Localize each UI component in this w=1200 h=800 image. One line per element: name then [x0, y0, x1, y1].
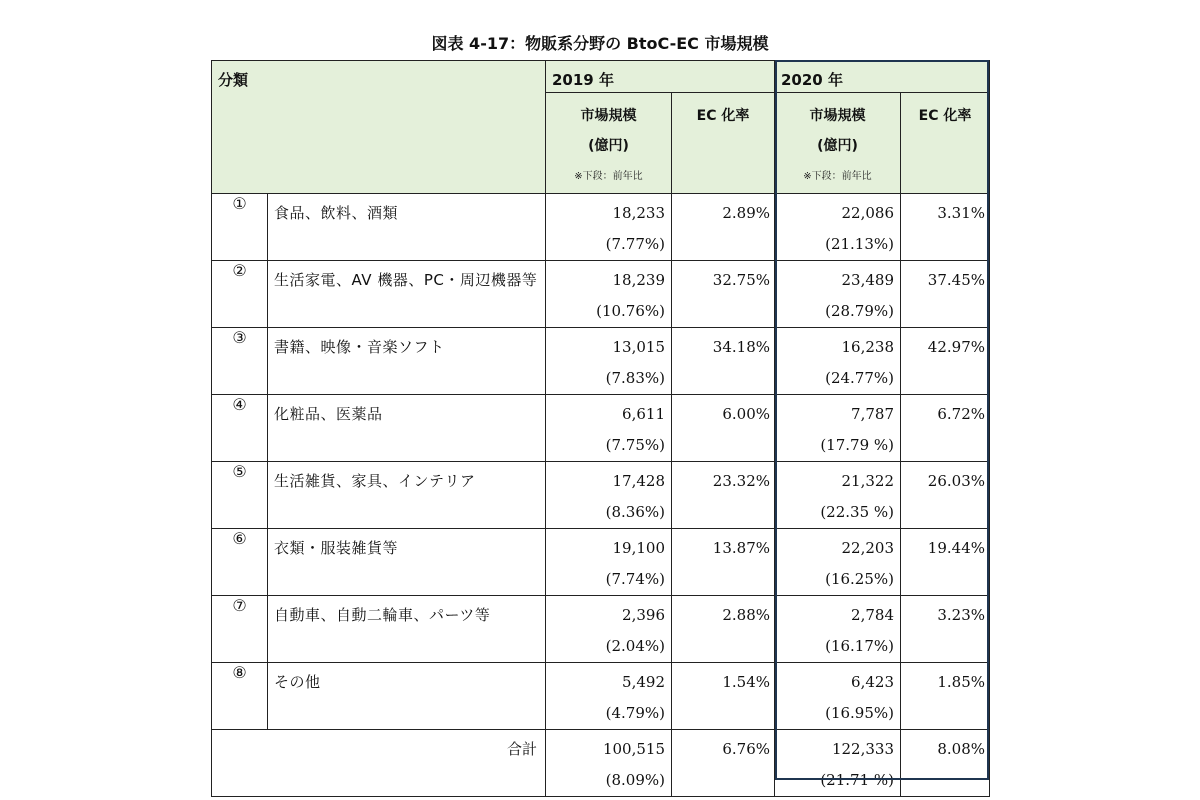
row-2020-ec-rate: [901, 663, 990, 730]
header-2019: [546, 61, 775, 93]
row-2019-rate: 6.00%: [722, 405, 770, 423]
row-2019-growth: (7.75%): [605, 436, 665, 454]
row-2019-growth: (8.36%): [605, 503, 665, 521]
row-category-cell: [268, 462, 546, 529]
total-label: 合計: [506, 740, 537, 758]
row-2019-value: 17,428: [612, 472, 665, 490]
market-size-table: [211, 60, 990, 797]
row-2020-value: 7,787: [851, 405, 894, 423]
row-2020-market: [775, 194, 901, 261]
header-market-label: 市場規模: [809, 108, 866, 124]
row-2019-rate: 13.87%: [712, 539, 770, 557]
row-2019-ec-rate: [672, 462, 775, 529]
row-2019-value: 2,396: [622, 606, 665, 624]
row-2019-ec-rate: [672, 395, 775, 462]
row-2019-value: 19,100: [612, 539, 665, 557]
total-2019-ec-rate: [672, 730, 775, 797]
row-2019-value: 18,239: [612, 271, 665, 289]
row-2020-market: [775, 261, 901, 328]
row-category-name: 生活雑貨、家具、インテリア: [274, 472, 476, 490]
table-row: [212, 596, 990, 663]
row-2019-rate: 34.18%: [712, 338, 770, 356]
row-2020-growth: (16.95%): [825, 704, 894, 722]
row-2019-market: [546, 663, 672, 730]
table-row: [212, 529, 990, 596]
row-2019-value: 6,611: [622, 405, 665, 423]
row-2020-rate: 19.44%: [927, 539, 985, 557]
row-2019-market: [546, 596, 672, 663]
table-row: [212, 194, 990, 261]
row-2019-growth: (7.83%): [605, 369, 665, 387]
row-2020-rate: 3.31%: [937, 204, 985, 222]
row-2020-market: [775, 529, 901, 596]
row-2020-ec-rate: [901, 261, 990, 328]
row-2020-market: [775, 328, 901, 395]
row-2020-growth: (16.17%): [825, 637, 894, 655]
header-category-label: 分類: [218, 71, 249, 89]
row-2020-rate: 42.97%: [927, 338, 985, 356]
row-2020-value: 2,784: [851, 606, 894, 624]
row-2020-market: [775, 395, 901, 462]
row-number: ④: [212, 395, 268, 462]
row-2019-rate: 1.54%: [722, 673, 770, 691]
header-2019-ec-rate: [672, 93, 775, 194]
row-2020-ec-rate: [901, 328, 990, 395]
row-number: ③: [212, 328, 268, 395]
row-category-name: 生活家電、AV 機器、PC・周辺機器等: [274, 271, 538, 289]
row-2020-ec-rate: [901, 194, 990, 261]
row-2020-growth: (22.35 %): [820, 503, 894, 521]
row-category-name: その他: [274, 673, 321, 691]
row-2020-ec-rate: [901, 529, 990, 596]
total-2019-value: 100,515: [602, 740, 665, 758]
row-2020-value: 16,238: [841, 338, 894, 356]
row-category-cell: [268, 395, 546, 462]
row-2020-market: [775, 596, 901, 663]
header-ec-rate-label: EC 化率: [918, 108, 972, 124]
row-2019-market: [546, 395, 672, 462]
total-row: [212, 730, 990, 797]
row-2020-market: [775, 462, 901, 529]
row-2019-ec-rate: [672, 529, 775, 596]
row-2019-ec-rate: [672, 261, 775, 328]
header-unit-label: (億円): [588, 138, 629, 154]
row-2020-rate: 26.03%: [927, 472, 985, 490]
row-category-cell: [268, 328, 546, 395]
total-2020-growth: (21.71 %): [820, 771, 894, 789]
row-number: ⑤: [212, 462, 268, 529]
header-note: ※下段：前年比: [803, 171, 872, 182]
header-2020-market: [775, 93, 901, 194]
row-category-cell: [268, 596, 546, 663]
row-2020-ec-rate: [901, 596, 990, 663]
row-2019-ec-rate: [672, 596, 775, 663]
row-category-name: 化粧品、医薬品: [274, 405, 383, 423]
row-category-cell: [268, 194, 546, 261]
table-row: [212, 328, 990, 395]
row-2019-rate: 32.75%: [712, 271, 770, 289]
row-2019-rate: 23.32%: [712, 472, 770, 490]
row-2020-growth: (24.77%): [825, 369, 894, 387]
row-category-name: 書籍、映像・音楽ソフト: [274, 338, 445, 356]
total-2020-market: [775, 730, 901, 797]
total-2020-rate: 8.08%: [937, 740, 985, 758]
table-row: [212, 261, 990, 328]
row-category-name: 自動車、自動二輪車、パーツ等: [274, 606, 491, 624]
row-2020-value: 23,489: [841, 271, 894, 289]
total-label-cell: [212, 730, 546, 797]
row-2020-value: 22,203: [841, 539, 894, 557]
row-2020-value: 22,086: [841, 204, 894, 222]
row-2019-ec-rate: [672, 663, 775, 730]
header-note: ※下段：前年比: [574, 171, 643, 182]
row-2019-growth: (2.04%): [605, 637, 665, 655]
header-2020-label: 2020 年: [781, 71, 843, 89]
row-2019-market: [546, 462, 672, 529]
header-row-years: [212, 61, 990, 93]
total-2019-rate: 6.76%: [722, 740, 770, 758]
header-market-label: 市場規模: [580, 108, 637, 124]
row-2020-value: 21,322: [841, 472, 894, 490]
row-2019-value: 5,492: [622, 673, 665, 691]
table-row: [212, 395, 990, 462]
row-2019-market: [546, 194, 672, 261]
row-2019-rate: 2.89%: [722, 204, 770, 222]
total-2019-growth: (8.09%): [605, 771, 665, 789]
row-2020-rate: 6.72%: [937, 405, 985, 423]
row-2019-value: 18,233: [612, 204, 665, 222]
total-2019-market: [546, 730, 672, 797]
row-2020-growth: (17.79 %): [820, 436, 894, 454]
row-2019-growth: (4.79%): [605, 704, 665, 722]
row-number: ②: [212, 261, 268, 328]
row-2019-growth: (7.74%): [605, 570, 665, 588]
row-2020-growth: (21.13%): [825, 235, 894, 253]
total-2020-value: 122,333: [831, 740, 894, 758]
row-number: ⑥: [212, 529, 268, 596]
header-category: [212, 61, 546, 194]
header-2019-market: [546, 93, 672, 194]
table-row: [212, 462, 990, 529]
row-category-cell: [268, 261, 546, 328]
row-category-name: 衣類・服装雑貨等: [274, 539, 399, 557]
table-row: [212, 663, 990, 730]
row-2019-market: [546, 529, 672, 596]
row-category-cell: [268, 663, 546, 730]
row-2019-value: 13,015: [612, 338, 665, 356]
total-2020-ec-rate: [901, 730, 990, 797]
header-2020-ec-rate: [901, 93, 990, 194]
row-2020-ec-rate: [901, 462, 990, 529]
row-2020-rate: 3.23%: [937, 606, 985, 624]
header-2019-label: 2019 年: [552, 71, 614, 89]
figure-title: 図表 4-17：物販系分野の BtoC-EC 市場規模: [431, 34, 769, 53]
row-number: ①: [212, 194, 268, 261]
row-2020-growth: (16.25%): [825, 570, 894, 588]
row-2019-growth: (10.76%): [596, 302, 665, 320]
row-category-name: 食品、飲料、酒類: [274, 204, 399, 222]
row-2019-market: [546, 261, 672, 328]
row-category-cell: [268, 529, 546, 596]
row-2019-rate: 2.88%: [722, 606, 770, 624]
row-number: ⑧: [212, 663, 268, 730]
row-2020-growth: (28.79%): [825, 302, 894, 320]
row-number: ⑦: [212, 596, 268, 663]
row-2019-ec-rate: [672, 328, 775, 395]
header-unit-label: (億円): [817, 138, 858, 154]
row-2020-ec-rate: [901, 395, 990, 462]
row-2019-ec-rate: [672, 194, 775, 261]
header-2020: [775, 61, 990, 93]
row-2019-growth: (7.77%): [605, 235, 665, 253]
row-2020-rate: 1.85%: [937, 673, 985, 691]
row-2019-market: [546, 328, 672, 395]
row-2020-rate: 37.45%: [927, 271, 985, 289]
header-ec-rate-label: EC 化率: [696, 108, 750, 124]
row-2020-market: [775, 663, 901, 730]
row-2020-value: 6,423: [851, 673, 894, 691]
